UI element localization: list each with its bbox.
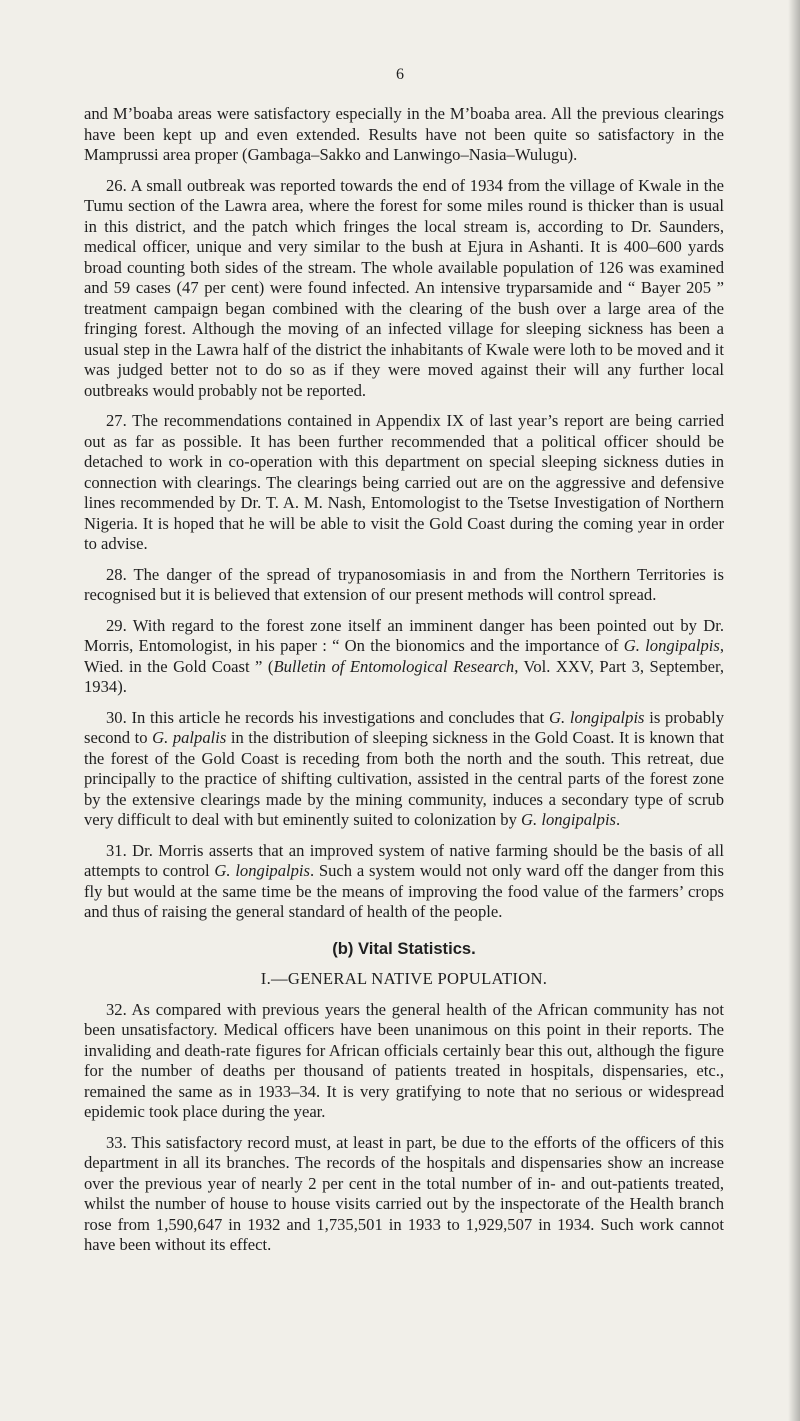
p31-text-c: . Such a system would not only ward off the danger from this fly but would at the same time be the means of improving the food value of the farmers’ crops and thus of raising the general standard of health of the people. <box>84 861 724 921</box>
paragraph-27: 27. The recommendations contained in Appendix IX of last year’s report are being carried out as far as possible. It has been further recommended that a political officer should be detached to work in co-operation with this department on special sleeping sickness duties in connection with clearings. The clearings being carried out are on the aggressive and defensive lines recommended by Dr. T. A. M. Nash, Entomologist to the Tsetse Investigation of Northern Nigeria. It is hoped that he will be able to visit the Gold Coast during the coming year in order to advise. <box>84 411 724 553</box>
paragraph-continuation: and M’boaba areas were satisfactory especially in the M’boaba area. All the previous clearings have been kept up and even extended. Results have not been quite so satisfactory in the Mamprussi area proper (Gambaga–Sakko and Lanwingo–Nasia–Wulugu). <box>84 104 724 164</box>
p30-text-c: is probably second to <box>84 707 724 747</box>
section-heading: (b) Vital Statistics. <box>332 938 476 958</box>
p29-text-a: 29. With regard to the forest zone itself an imminent danger has been pointed out by Dr. Morris, Entomologist, in his paper : “ On the bionomics and the importance of <box>84 615 724 655</box>
p29-text-e: , Vol. XXV, Part 3, September, 1934). <box>84 656 724 696</box>
paragraph-31 <box>84 841 724 923</box>
p30-text-a: 30. In this article he records his investigations and concludes that <box>106 707 549 727</box>
p31-species: G. longipalpis <box>214 861 310 880</box>
p30-species-2: G. palpalis <box>152 728 227 747</box>
p29-journal-title: Bulletin of Entomological Research <box>273 656 515 676</box>
paragraph-32: 32. As compared with previous years the general health of the African community has not been unsatisfactory. Medical officers have been unanimous on this point in their reports. The invaliding and death-rate figures for African officials certainly bear this out, although the figure for the number of deaths per thousand of patients treated in hospitals, dispensaries, etc., remained the same as in 1933–34. It is very gratifying to note that no serious or widespread epidemic took place during the year. <box>84 999 724 1121</box>
p29-species: G. longipalpis <box>623 636 720 655</box>
p31-text-a: 31. Dr. Morris asserts that an improved system of native farming should be the basis of all attempts to control <box>84 840 724 880</box>
paragraph-30 <box>84 708 724 831</box>
p29-text-c: , Wied. in the Gold Coast ” ( <box>84 636 724 676</box>
page-edge-shadow <box>788 0 800 1421</box>
paragraph-28: 28. The danger of the spread of trypanosomiasis in and from the Northern Territories is recognised but it is believed that extension of our present methods will control spread. <box>84 564 724 604</box>
paragraph-26: 26. A small outbreak was reported towards the end of 1934 from the village of Kwale in the Tumu section of the Lawra area, where the forest for some miles round is thicker than is usual in this district, and the patch which fringes the local stream is, according to Dr. Saunders, medical officer, unique and very similar to the bush at Ejura in Ashanti. It is 400–600 yards broad counting both sides of the stream. The whole available population of 126 was examined and 59 cases (47 per cent) were found infected. An intensive tryparsamide and “ Bayer 205 ” treatment campaign began combined with the clearing of the bush over a large area of the fringing forest. Although the moving of an infected village for sleeping sickness has been a usual step in the Lawra half of the district the inhabitants of Kwale were loth to be moved and it was judged better not to do so as if they were moved against their will any further local outbreaks would probably not be reported. <box>84 175 724 400</box>
p30-text-g: . <box>616 810 621 829</box>
paragraph-33: 33. This satisfactory record must, at least in part, be due to the efforts of the officers of this department in all its branches. The records of the hospitals and dispensaries show an increase over the previous year of nearly 2 per cent in the total number of in- and out-patients treated, whilst the number of house to house visits carried out by the inspectorate of the Health branch rose from 1,590,647 in 1932 and 1,735,501 in 1933 to 1,929,507 in 1934. Such work cannot have been without its effect. <box>84 1132 724 1254</box>
page-body <box>84 104 724 1256</box>
paragraph-29 <box>84 616 724 698</box>
page-number: 6 <box>396 66 404 83</box>
p30-species-3: G. longipalpis <box>521 810 617 829</box>
p30-text-e: in the distribution of sleeping sickness in the Gold Coast. It is known that the forest of the Gold Coast is receding from both the north and the south. This retreat, due principally to the practice of shifting cultivation, assisted in the central parts of the forest zone by the extensive clearings made by the mining community, induces a secondary type of scrub very difficult to deal with but eminently suited to colonization by <box>84 728 724 829</box>
p30-species-1: G. longipalpis <box>549 707 645 727</box>
subsection-heading: I.—GENERAL NATIVE POPULATION. <box>260 969 548 988</box>
